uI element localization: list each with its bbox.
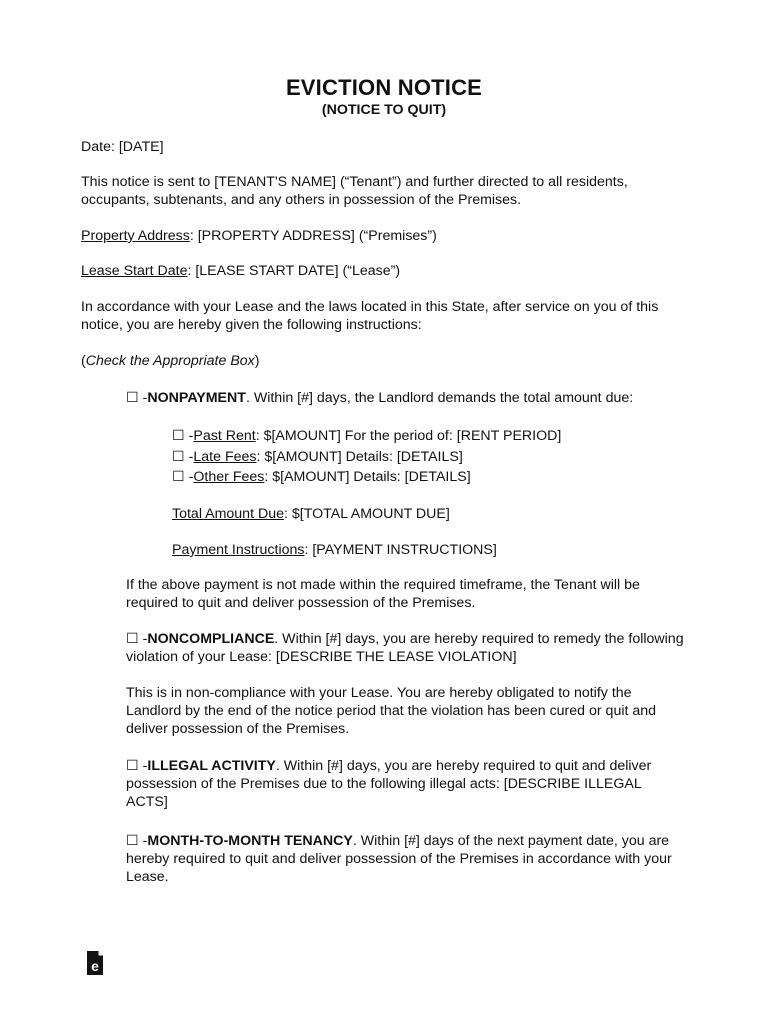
list-item [172, 447, 692, 468]
late-fees-label: Late Fees [193, 448, 257, 465]
illegal-activity-label: ILLEGAL ACTIVITY [147, 758, 276, 774]
month-to-month-option [126, 832, 686, 886]
noncompliance-text: . Within [#] days, you are hereby required to remedy the following violation of your Lease: [DESCRIBE THE LEASE VIOLATION] [126, 631, 684, 665]
check-note-close: ) [254, 353, 260, 369]
document-subtitle: (NOTICE TO QUIT) [321, 102, 447, 118]
payment-instructions-label: Payment Instructions [172, 542, 305, 558]
nonpayment-option [126, 389, 686, 407]
month-to-month-label: MONTH-TO-MONTH TENANCY [147, 833, 353, 849]
other-fees-text: : $[AMOUNT] Details: [DETAILS] [264, 469, 471, 485]
lease-start-line [81, 262, 681, 280]
check-note [81, 352, 681, 370]
nonpayment-label: NONPAYMENT [147, 390, 246, 406]
total-amount-label: Total Amount Due [172, 506, 284, 522]
check-note-text: Check the Appropriate Box [85, 353, 255, 369]
document-e-logo-icon [86, 950, 104, 976]
month-to-month-text: . Within [#] days of the next payment date, you are hereby required to quit and deliver possession of the Premises in accordance with your Lease. [126, 833, 672, 885]
nonpayment-items-list [172, 426, 692, 488]
logo-letter: e [91, 958, 99, 974]
noncompliance-option [126, 630, 686, 666]
total-amount-value: : $[TOTAL AMOUNT DUE] [284, 506, 450, 522]
noncompliance-checkbox[interactable]: ☐ - [126, 631, 148, 647]
noncompliance-label: NONCOMPLIANCE [147, 631, 275, 647]
nonpayment-checkbox[interactable]: ☐ - [126, 390, 148, 406]
illegal-activity-option [126, 757, 686, 811]
illegal-activity-text: . Within [#] days, you are hereby required to quit and deliver possession of the Premises due to the following illegal acts: [DESCRIBE ILLEGAL ACTS] [126, 758, 652, 810]
list-item [172, 426, 692, 447]
total-amount-line [172, 505, 692, 523]
date-line: Date: [DATE] [81, 139, 164, 155]
check-note-open: ( [81, 353, 86, 369]
property-address-line [81, 227, 681, 245]
past-rent-label: Past Rent [193, 428, 256, 444]
other-fees-label: Other Fees [193, 469, 265, 485]
lease-start-value: : [LEASE START DATE] (“Lease”) [187, 263, 401, 279]
property-address-value: : [PROPERTY ADDRESS] (“Premises”) [189, 228, 437, 244]
property-address-label: Property Address [81, 228, 190, 244]
month-to-month-checkbox[interactable]: ☐ - [126, 833, 148, 849]
accordance-paragraph: In accordance with your Lease and the laws located in this State, after service on you of this notice, you are hereby given the following instructions: [81, 299, 659, 333]
intro-paragraph: This notice is sent to [TENANT'S NAME] (“Tenant”) and further directed to all residents, occupants, subtenants, and any others in possession of the Premises. [81, 174, 628, 208]
list-item [172, 467, 692, 488]
nonpayment-consequence: If the above payment is not made within the required timeframe, the Tenant will be required to quit and deliver possession of the Premises. [126, 577, 640, 611]
noncompliance-followup: This is in non-compliance with your Lease. You are hereby obligated to notify the Landlord by the end of the notice period that the violation has been cured or quit and deliver possession of the Premises. [126, 685, 657, 737]
document-title: EVICTION NOTICE [285, 75, 483, 100]
past-rent-text: : $[AMOUNT] For the period of: [RENT PERIOD] [255, 428, 562, 444]
illegal-activity-checkbox[interactable]: ☐ - [126, 758, 148, 774]
payment-instructions-line [172, 541, 692, 559]
nonpayment-text: . Within [#] days, the Landlord demands the total amount due: [245, 390, 634, 406]
payment-instructions-value: : [PAYMENT INSTRUCTIONS] [304, 542, 497, 558]
late-fees-checkbox[interactable]: ☐ - [172, 448, 194, 465]
other-fees-checkbox[interactable]: ☐ - [172, 469, 194, 485]
past-rent-checkbox[interactable]: ☐ - [172, 428, 194, 444]
lease-start-label: Lease Start Date [81, 263, 188, 279]
late-fees-text: : $[AMOUNT] Details: [DETAILS] [256, 448, 463, 465]
